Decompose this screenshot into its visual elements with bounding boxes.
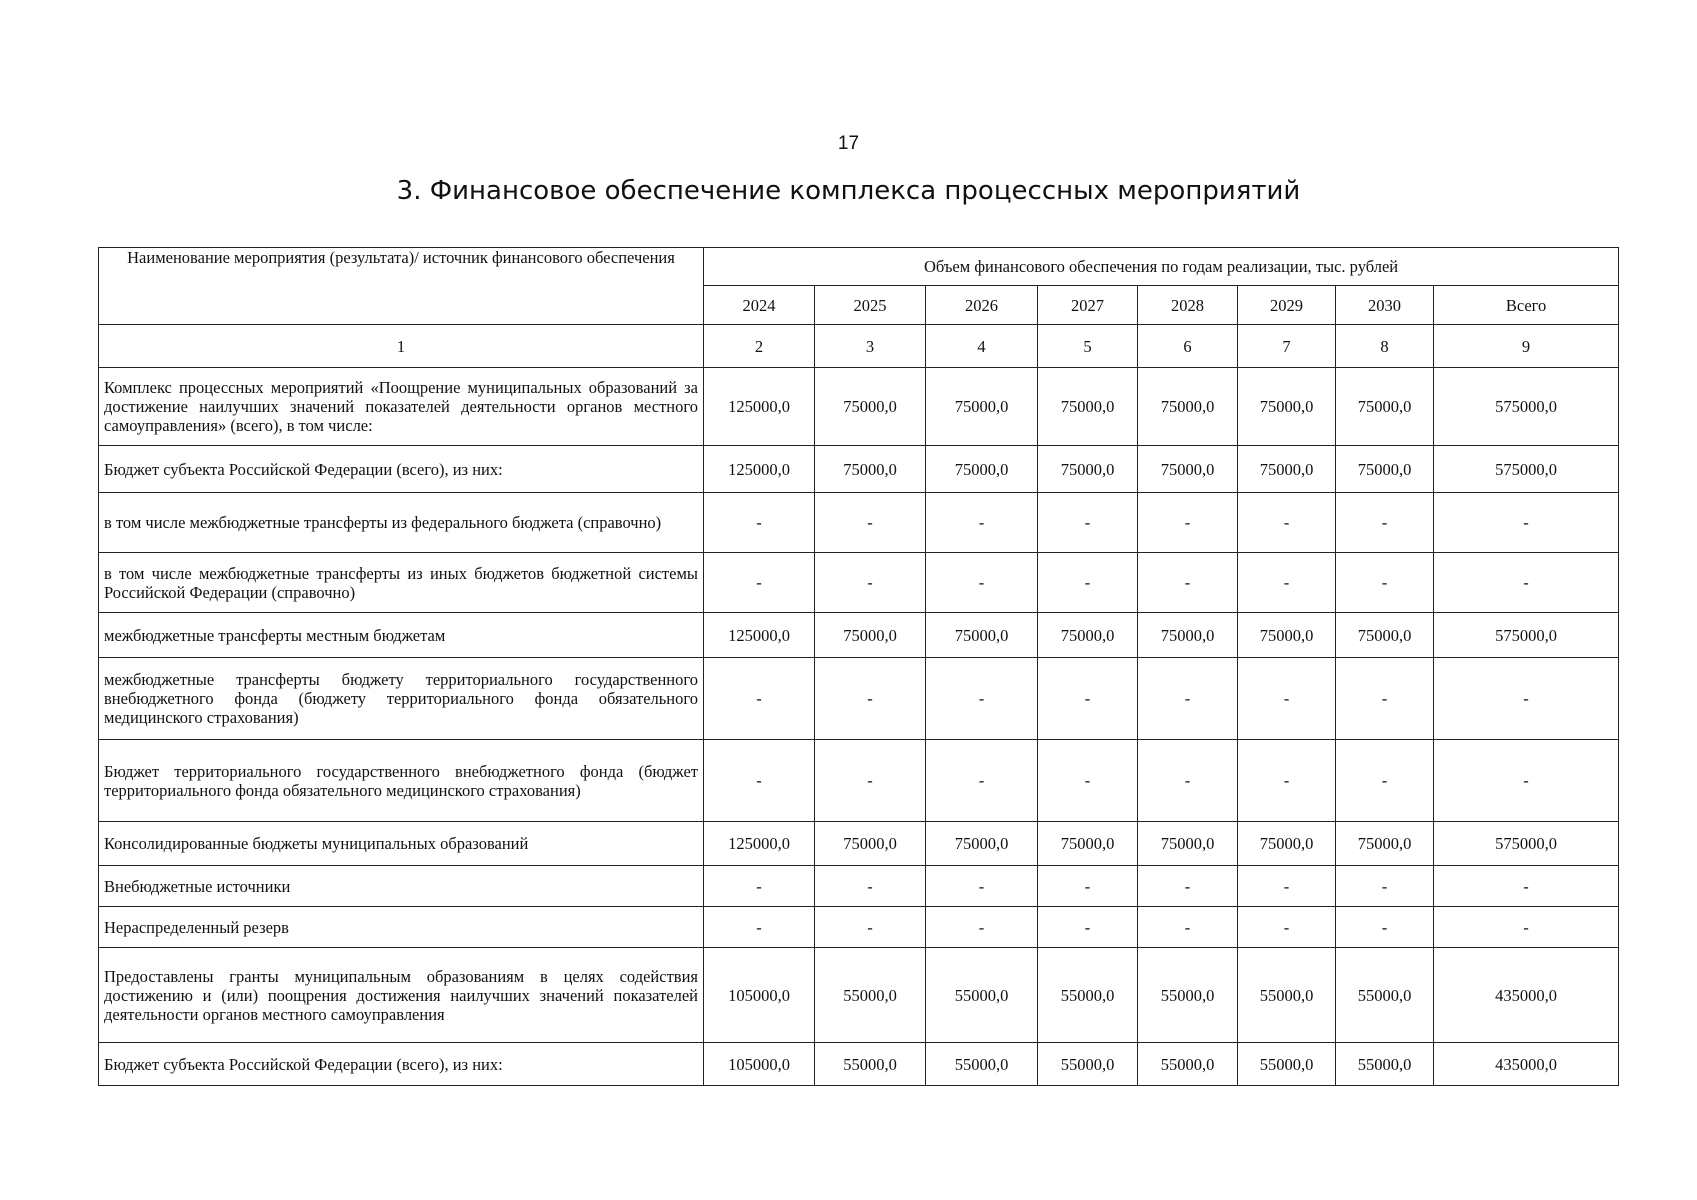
row-year-value: 75000,0 <box>926 613 1038 658</box>
row-year-value: - <box>1038 493 1138 553</box>
section-title: 3. Финансовое обеспечение комплекса процессных мероприятий <box>396 176 1301 206</box>
column-number: 7 <box>1238 325 1336 368</box>
row-year-value: - <box>815 493 926 553</box>
column-number: 2 <box>704 325 815 368</box>
row-year-value: - <box>704 553 815 613</box>
row-year-value: - <box>704 493 815 553</box>
row-year-value: 75000,0 <box>815 446 926 493</box>
row-total-value: 575000,0 <box>1434 613 1619 658</box>
row-total-value: - <box>1434 866 1619 907</box>
column-number: 5 <box>1038 325 1138 368</box>
column-number: 8 <box>1336 325 1434 368</box>
financing-table <box>98 247 1619 1086</box>
column-number: 3 <box>815 325 926 368</box>
row-year-value: 75000,0 <box>1138 613 1238 658</box>
row-year-value: 55000,0 <box>1238 948 1336 1043</box>
row-year-value: - <box>1038 740 1138 822</box>
row-year-value: - <box>926 493 1038 553</box>
header-year: 2025 <box>815 286 926 325</box>
column-number-row <box>99 325 1619 368</box>
row-year-value: - <box>704 658 815 740</box>
row-year-value: - <box>1138 866 1238 907</box>
row-year-value: 55000,0 <box>926 948 1038 1043</box>
row-total-value: 435000,0 <box>1434 1043 1619 1086</box>
row-label: Бюджет территориального государственного внебюджетного фонда (бюджет территориального фонда обязательного медицинского страхования) <box>99 740 704 822</box>
row-year-value: 75000,0 <box>1238 368 1336 446</box>
row-year-value: - <box>1238 866 1336 907</box>
table-row <box>99 740 1619 822</box>
row-year-value: 55000,0 <box>1138 1043 1238 1086</box>
table-row <box>99 446 1619 493</box>
row-year-value: 125000,0 <box>704 822 815 866</box>
row-year-value: - <box>926 658 1038 740</box>
row-year-value: - <box>926 866 1038 907</box>
column-number: 6 <box>1138 325 1238 368</box>
row-label: Бюджет субъекта Российской Федерации (всего), из них: <box>99 1043 704 1086</box>
table-row <box>99 1043 1619 1086</box>
row-year-value: 125000,0 <box>704 613 815 658</box>
row-year-value: 125000,0 <box>704 368 815 446</box>
row-label: в том числе межбюджетные трансферты из иных бюджетов бюджетной системы Российской Федерации (справочно) <box>99 553 704 613</box>
row-year-value: - <box>1238 658 1336 740</box>
row-year-value: 125000,0 <box>704 446 815 493</box>
row-total-value: 575000,0 <box>1434 822 1619 866</box>
row-label: Внебюджетные источники <box>99 866 704 907</box>
header-year: 2026 <box>926 286 1038 325</box>
row-year-value: 75000,0 <box>1038 822 1138 866</box>
row-year-value: 105000,0 <box>704 1043 815 1086</box>
row-year-value: 75000,0 <box>1038 613 1138 658</box>
table-row <box>99 907 1619 948</box>
row-year-value: 75000,0 <box>1138 822 1238 866</box>
row-year-value: 75000,0 <box>1336 446 1434 493</box>
row-year-value: - <box>1038 553 1138 613</box>
row-year-value: - <box>704 740 815 822</box>
row-year-value: 75000,0 <box>1238 822 1336 866</box>
row-year-value: - <box>1336 553 1434 613</box>
row-year-value: - <box>815 740 926 822</box>
row-year-value: - <box>1336 493 1434 553</box>
header-year: 2029 <box>1238 286 1336 325</box>
row-total-value: - <box>1434 493 1619 553</box>
row-year-value: - <box>926 740 1038 822</box>
row-year-value: - <box>1336 740 1434 822</box>
row-label: Консолидированные бюджеты муниципальных образований <box>99 822 704 866</box>
row-year-value: - <box>815 553 926 613</box>
table-row <box>99 866 1619 907</box>
row-label: в том числе межбюджетные трансферты из федерального бюджета (справочно) <box>99 493 704 553</box>
row-year-value: - <box>704 866 815 907</box>
row-year-value: - <box>704 907 815 948</box>
row-year-value: - <box>926 907 1038 948</box>
header-row-group <box>99 248 1619 286</box>
row-year-value: 55000,0 <box>926 1043 1038 1086</box>
row-year-value: - <box>1138 907 1238 948</box>
row-year-value: 75000,0 <box>926 368 1038 446</box>
row-year-value: 75000,0 <box>926 446 1038 493</box>
header-year: 2030 <box>1336 286 1434 325</box>
row-year-value: - <box>1238 907 1336 948</box>
row-year-value: - <box>1238 493 1336 553</box>
column-number: 4 <box>926 325 1038 368</box>
table-row <box>99 948 1619 1043</box>
row-year-value: 75000,0 <box>815 822 926 866</box>
row-year-value: - <box>1336 866 1434 907</box>
header-year: 2028 <box>1138 286 1238 325</box>
row-year-value: 55000,0 <box>1038 1043 1138 1086</box>
row-year-value: 75000,0 <box>1038 446 1138 493</box>
row-year-value: - <box>1138 553 1238 613</box>
row-year-value: - <box>1238 740 1336 822</box>
row-year-value: 75000,0 <box>1238 613 1336 658</box>
row-year-value: - <box>1138 740 1238 822</box>
row-year-value: 55000,0 <box>815 948 926 1043</box>
row-year-value: - <box>815 907 926 948</box>
row-year-value: 55000,0 <box>815 1043 926 1086</box>
row-year-value: - <box>815 866 926 907</box>
row-year-value: 75000,0 <box>815 368 926 446</box>
row-year-value: 75000,0 <box>1138 368 1238 446</box>
table-row <box>99 822 1619 866</box>
row-label: Предоставлены гранты муниципальным образованиям в целях содействия достижению и (или) поощрения достижения наилучших значений показателей деятельности органов местного самоуправления <box>99 948 704 1043</box>
row-year-value: 75000,0 <box>1336 822 1434 866</box>
row-total-value: 435000,0 <box>1434 948 1619 1043</box>
row-year-value: - <box>1336 907 1434 948</box>
page-number: 17 <box>837 133 860 154</box>
row-year-value: 75000,0 <box>926 822 1038 866</box>
row-year-value: - <box>1038 866 1138 907</box>
header-year: 2024 <box>704 286 815 325</box>
row-label: Бюджет субъекта Российской Федерации (всего), из них: <box>99 446 704 493</box>
row-year-value: - <box>926 553 1038 613</box>
row-total-value: - <box>1434 907 1619 948</box>
row-year-value: 75000,0 <box>1336 613 1434 658</box>
row-year-value: 105000,0 <box>704 948 815 1043</box>
row-label: межбюджетные трансферты бюджету территориального государственного внебюджетного фонда (бюджету территориального фонда обязательного медицинского страхования) <box>99 658 704 740</box>
header-name-column: Наименование мероприятия (результата)/ источник финансового обеспечения <box>99 248 704 325</box>
row-year-value: 55000,0 <box>1238 1043 1336 1086</box>
row-year-value: - <box>815 658 926 740</box>
header-financing-group: Объем финансового обеспечения по годам реализации, тыс. рублей <box>704 248 1619 286</box>
row-year-value: 55000,0 <box>1336 948 1434 1043</box>
row-year-value: - <box>1038 907 1138 948</box>
row-total-value: - <box>1434 740 1619 822</box>
row-year-value: 55000,0 <box>1038 948 1138 1043</box>
row-year-value: - <box>1238 553 1336 613</box>
row-year-value: 55000,0 <box>1138 948 1238 1043</box>
row-year-value: 75000,0 <box>1138 446 1238 493</box>
table-row <box>99 658 1619 740</box>
row-year-value: - <box>1138 493 1238 553</box>
row-label: Комплекс процессных мероприятий «Поощрение муниципальных образований за достижение наилучших значений показателей деятельности органов местного самоуправления» (всего), в том числе: <box>99 368 704 446</box>
row-year-value: 75000,0 <box>1238 446 1336 493</box>
row-year-value: - <box>1038 658 1138 740</box>
row-total-value: - <box>1434 658 1619 740</box>
row-year-value: 55000,0 <box>1336 1043 1434 1086</box>
column-number: 1 <box>99 325 704 368</box>
table-row <box>99 368 1619 446</box>
header-year: 2027 <box>1038 286 1138 325</box>
header-total: Всего <box>1434 286 1619 325</box>
row-total-value: - <box>1434 553 1619 613</box>
row-label: Нераспределенный резерв <box>99 907 704 948</box>
row-total-value: 575000,0 <box>1434 446 1619 493</box>
row-label: межбюджетные трансферты местным бюджетам <box>99 613 704 658</box>
row-year-value: 75000,0 <box>1038 368 1138 446</box>
row-total-value: 575000,0 <box>1434 368 1619 446</box>
table-row <box>99 493 1619 553</box>
table-row <box>99 613 1619 658</box>
row-year-value: - <box>1336 658 1434 740</box>
row-year-value: 75000,0 <box>815 613 926 658</box>
table-row <box>99 553 1619 613</box>
column-number: 9 <box>1434 325 1619 368</box>
row-year-value: 75000,0 <box>1336 368 1434 446</box>
row-year-value: - <box>1138 658 1238 740</box>
